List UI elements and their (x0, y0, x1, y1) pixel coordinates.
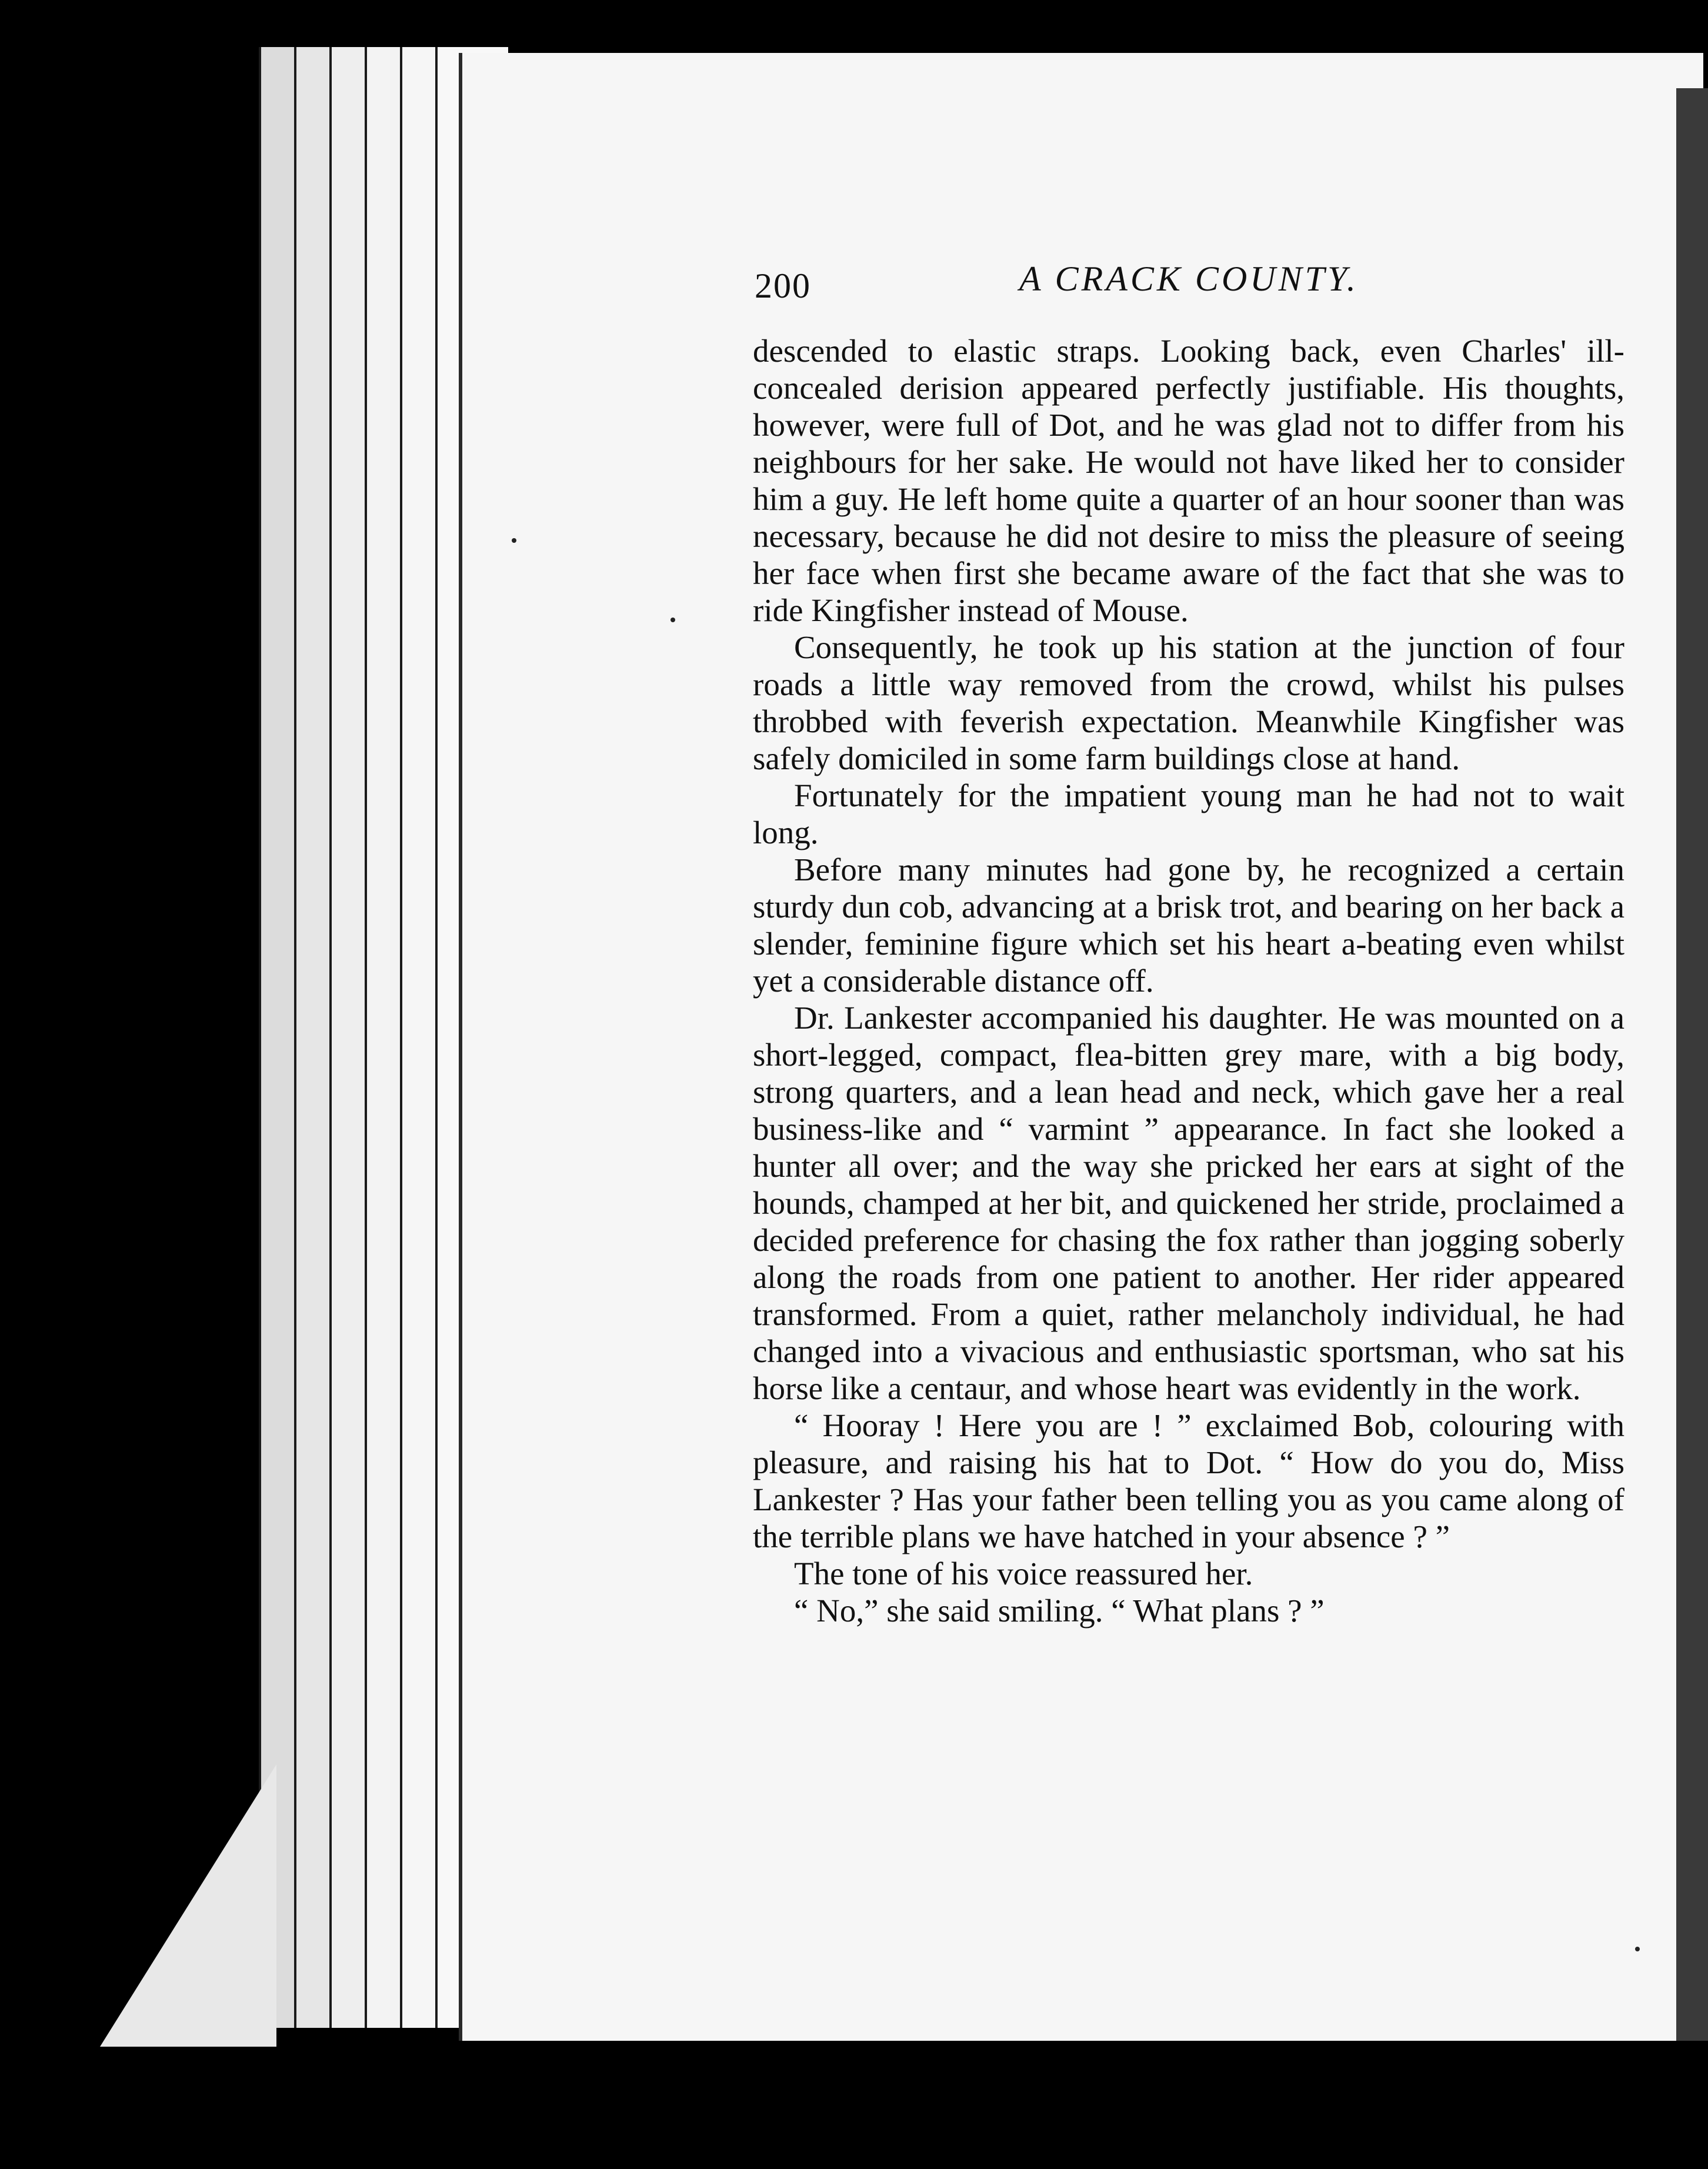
running-head (755, 259, 1402, 312)
scan-speck (512, 538, 516, 543)
paragraph: Before many minutes had gone by, he recognized a certain sturdy dun cob, advancing at a brisk trot, and bearing on her back a slender, feminine figure which set his heart a-beating even whilst yet a considerable distance off. (753, 852, 1624, 999)
paragraph: Dr. Lankester accompanied his daughter. He was mounted on a short-legged, compact, flea-bitten grey mare, with a big body, strong quarters, and a lean head and neck, which gave her a real business-like and “ varmint ” appearance. In fact she looked a hunter all over; and the way she pricked her ears at sight of the hounds, champed at her bit, and quickened her stride, proclaimed a decided preference for chasing the fox rather than jogging soberly along the roads from one patient to another. Her rider appeared transformed. From a quiet, rather melancholy individual, he had changed into a vivacious and enthusiastic sportsman, who sat his horse like a centaur, and whose heart was evidently in the work. (753, 1000, 1624, 1406)
body-text (753, 332, 1624, 1629)
running-title: A CRACK COUNTY. (1019, 259, 1359, 298)
page-shadow (1676, 88, 1708, 2041)
scan-speck (1635, 1947, 1640, 1951)
paragraph: “ Hooray ! Here you are ! ” exclaimed Bob, colouring with pleasure, and raising his hat to Dot. “ How do you do, Miss Lankester ? Has your father been telling you as you came along of the terrible plans we have hatched in your absence ? ” (753, 1407, 1624, 1554)
paragraph: The tone of his voice reassured her. (794, 1556, 1253, 1591)
folded-page-corner (100, 1764, 276, 2047)
page-number: 200 (755, 266, 811, 305)
paragraph: “ No,” she said smiling. “ What plans ? ” (794, 1593, 1325, 1629)
scan-speck (670, 618, 675, 622)
paragraph: descended to elastic straps. Looking back, even Charles' ill-concealed derision appeared perfectly justifiable. His thoughts, however, were full of Dot, and he was glad not to differ from his neighbours for her sake. He would not have liked her to consider him a guy. He left home quite a quarter of an hour sooner than was necessary, because he did not desire to miss the pleasure of seeing her face when first she became aware of the fact that she was to ride Kingfisher instead of Mouse. (753, 333, 1624, 628)
paragraph: Consequently, he took up his station at the junction of four roads a little way removed from the crowd, whilst his pulses throbbed with feverish expectation. Meanwhile Kingfisher was safely domiciled in some farm buildings close at hand. (753, 629, 1624, 776)
paragraph: Fortunately for the impatient young man he had not to wait long. (753, 777, 1624, 850)
